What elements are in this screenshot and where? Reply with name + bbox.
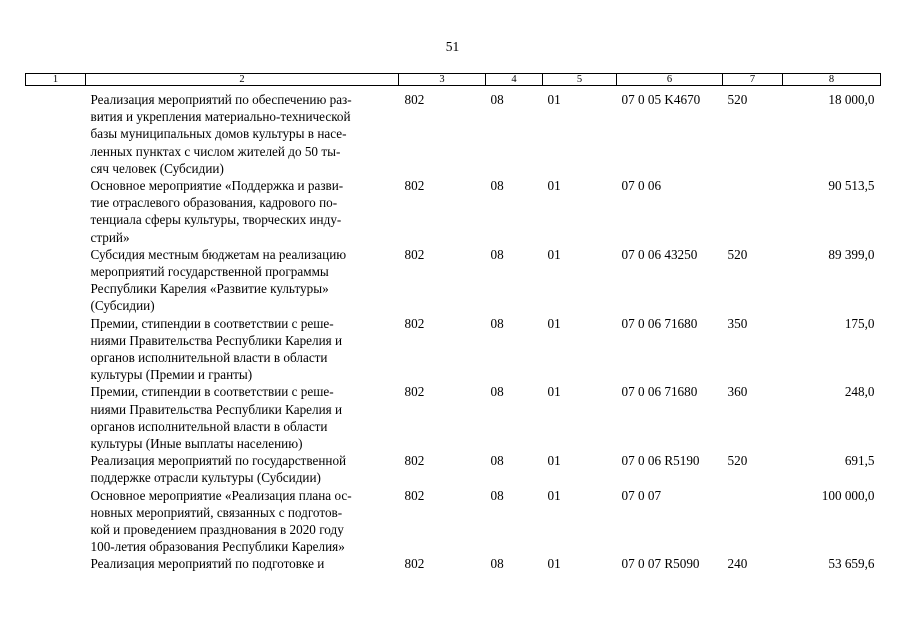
- item-name-line: Реализация мероприятий по обеспечению раз-: [90, 92, 352, 107]
- item-name-line: Премии, стипендии в соответствии с реше-: [90, 384, 334, 400]
- expense-type-cell: 350: [727, 315, 748, 331]
- item-name-cell: [86, 86, 399, 178]
- item-name-line: 100-летия образования Республики Карелия»: [90, 539, 345, 555]
- amount-cell: 248,0: [844, 384, 875, 400]
- item-name-line: ниями Правительства Республики Карелия и: [90, 332, 343, 348]
- table-row: [26, 383, 881, 452]
- row-number-cell: [26, 383, 86, 452]
- item-name-line: Субсидия местным бюджетам на реализацию: [90, 246, 347, 262]
- item-name-line: культуры (Премии и гранты): [90, 367, 253, 383]
- amount-cell: 175,0: [844, 315, 875, 331]
- table-row: [26, 86, 881, 178]
- item-name-cell: [86, 177, 399, 246]
- row-number-cell: [26, 315, 86, 384]
- expense-type-cell: 520: [727, 246, 748, 262]
- item-name-line: мероприятий государственной программы: [90, 264, 329, 280]
- target-article-cell: 07 0 06: [621, 178, 662, 194]
- table-row: [26, 487, 881, 556]
- subsection-code-cell: 01: [547, 92, 561, 107]
- item-name-line: (Субсидии): [90, 298, 155, 314]
- item-name-line: культуры (Иные выплаты населению): [90, 436, 303, 452]
- item-name-line: ниями Правительства Республики Карелия и: [90, 401, 343, 417]
- column-header-6: 6: [617, 74, 723, 86]
- item-name-cell: [86, 383, 399, 452]
- item-name-line: Реализация мероприятий по государственной: [90, 453, 347, 469]
- target-article-cell: 07 0 07: [621, 487, 662, 503]
- item-name-line: органов исполнительной власти в области: [90, 418, 328, 434]
- column-header-7: 7: [723, 74, 783, 86]
- amount-cell: 90 513,5: [828, 178, 875, 194]
- row-number-cell: [26, 177, 86, 246]
- table-row: [26, 555, 881, 572]
- ministry-code-cell: 802: [404, 246, 425, 262]
- amount-cell: 18 000,0: [828, 92, 875, 107]
- target-article-cell: 07 0 07 R5090: [621, 556, 700, 572]
- item-name-line: базы муниципальных домов культуры в насе-: [90, 126, 347, 142]
- item-name-line: Реализация мероприятий по подготовке и: [90, 556, 325, 572]
- item-name-line: тенциала сферы культуры, творческих инду-: [90, 212, 342, 228]
- ministry-code-cell: 802: [404, 315, 425, 331]
- page-number: 51: [445, 39, 460, 54]
- subsection-code-cell: 01: [547, 487, 561, 503]
- section-code-cell: 08: [490, 246, 504, 262]
- section-code-cell: 08: [490, 556, 504, 572]
- subsection-code-cell: 01: [547, 556, 561, 572]
- table-row: [26, 452, 881, 486]
- column-header-3: 3: [399, 74, 486, 86]
- amount-cell: 691,5: [844, 453, 875, 469]
- column-header-8: 8: [783, 74, 881, 86]
- column-header-4: 4: [486, 74, 543, 86]
- expense-type-cell: 240: [727, 556, 748, 572]
- ministry-code-cell: 802: [404, 178, 425, 194]
- item-name-cell: [86, 452, 399, 486]
- item-name-line: Основное мероприятие «Реализация плана ос-: [90, 487, 352, 503]
- subsection-code-cell: 01: [547, 178, 561, 194]
- table-row: [26, 246, 881, 315]
- expense-type-cell: 520: [727, 453, 748, 469]
- section-code-cell: 08: [490, 453, 504, 469]
- subsection-code-cell: 01: [547, 315, 561, 331]
- section-code-cell: 08: [490, 384, 504, 400]
- row-number-cell: [26, 555, 86, 572]
- item-name-line: новных мероприятий, связанных с подготов-: [90, 504, 343, 520]
- row-number-cell: [26, 86, 86, 178]
- target-article-cell: 07 0 06 71680: [621, 384, 698, 400]
- item-name-cell: [86, 487, 399, 556]
- item-name-line: тие отраслевого образования, кадрового по-: [90, 195, 338, 211]
- item-name-line: ленных пунктах с числом жителей до 50 ты-: [90, 143, 341, 159]
- amount-cell: 100 000,0: [821, 487, 875, 503]
- item-name-line: Премии, стипендии в соответствии с реше-: [90, 315, 334, 331]
- item-name-line: органов исполнительной власти в области: [90, 350, 328, 366]
- ministry-code-cell: 802: [404, 384, 425, 400]
- target-article-cell: 07 0 06 R5190: [621, 453, 700, 469]
- amount-cell: 89 399,0: [828, 246, 875, 262]
- section-code-cell: 08: [490, 487, 504, 503]
- item-name-line: вития и укрепления материально-технической: [90, 109, 351, 125]
- ministry-code-cell: 802: [404, 556, 425, 572]
- table-row: [26, 315, 881, 384]
- column-number-header: [26, 74, 881, 86]
- expense-type-cell: [723, 487, 783, 556]
- row-number-cell: [26, 487, 86, 556]
- expense-type-cell: 360: [727, 384, 748, 400]
- item-name-line: стрий»: [90, 229, 130, 245]
- item-name-cell: [86, 315, 399, 384]
- subsection-code-cell: 01: [547, 384, 561, 400]
- ministry-code-cell: 802: [404, 487, 425, 503]
- section-code-cell: 08: [490, 315, 504, 331]
- item-name-line: Основное мероприятие «Поддержка и разви-: [90, 178, 344, 194]
- target-article-cell: 07 0 06 43250: [621, 246, 698, 262]
- subsection-code-cell: 01: [547, 246, 561, 262]
- section-code-cell: 08: [490, 92, 504, 107]
- table-row: [26, 177, 881, 246]
- budget-table: [25, 73, 881, 573]
- item-name-line: кой и проведением празднования в 2020 году: [90, 522, 344, 538]
- target-article-cell: 07 0 05 K4670: [621, 92, 701, 107]
- item-name-line: Республики Карелия «Развитие культуры»: [90, 281, 329, 297]
- expense-type-cell: 520: [727, 92, 748, 107]
- expense-type-cell: [723, 177, 783, 246]
- item-name-line: сяч человек (Субсидии): [90, 160, 224, 176]
- table-body: [26, 86, 881, 573]
- amount-cell: 53 659,6: [828, 556, 875, 572]
- target-article-cell: 07 0 06 71680: [621, 315, 698, 331]
- ministry-code-cell: 802: [404, 453, 425, 469]
- section-code-cell: 08: [490, 178, 504, 194]
- item-name-cell: [86, 555, 399, 572]
- item-name-cell: [86, 246, 399, 315]
- row-number-cell: [26, 246, 86, 315]
- ministry-code-cell: 802: [404, 92, 425, 107]
- item-name-line: поддержке отрасли культуры (Субсидии): [90, 470, 321, 486]
- subsection-code-cell: 01: [547, 453, 561, 469]
- row-number-cell: [26, 452, 86, 486]
- column-header-2: 2: [86, 74, 399, 86]
- column-header-1: 1: [26, 74, 86, 86]
- column-header-5: 5: [543, 74, 617, 86]
